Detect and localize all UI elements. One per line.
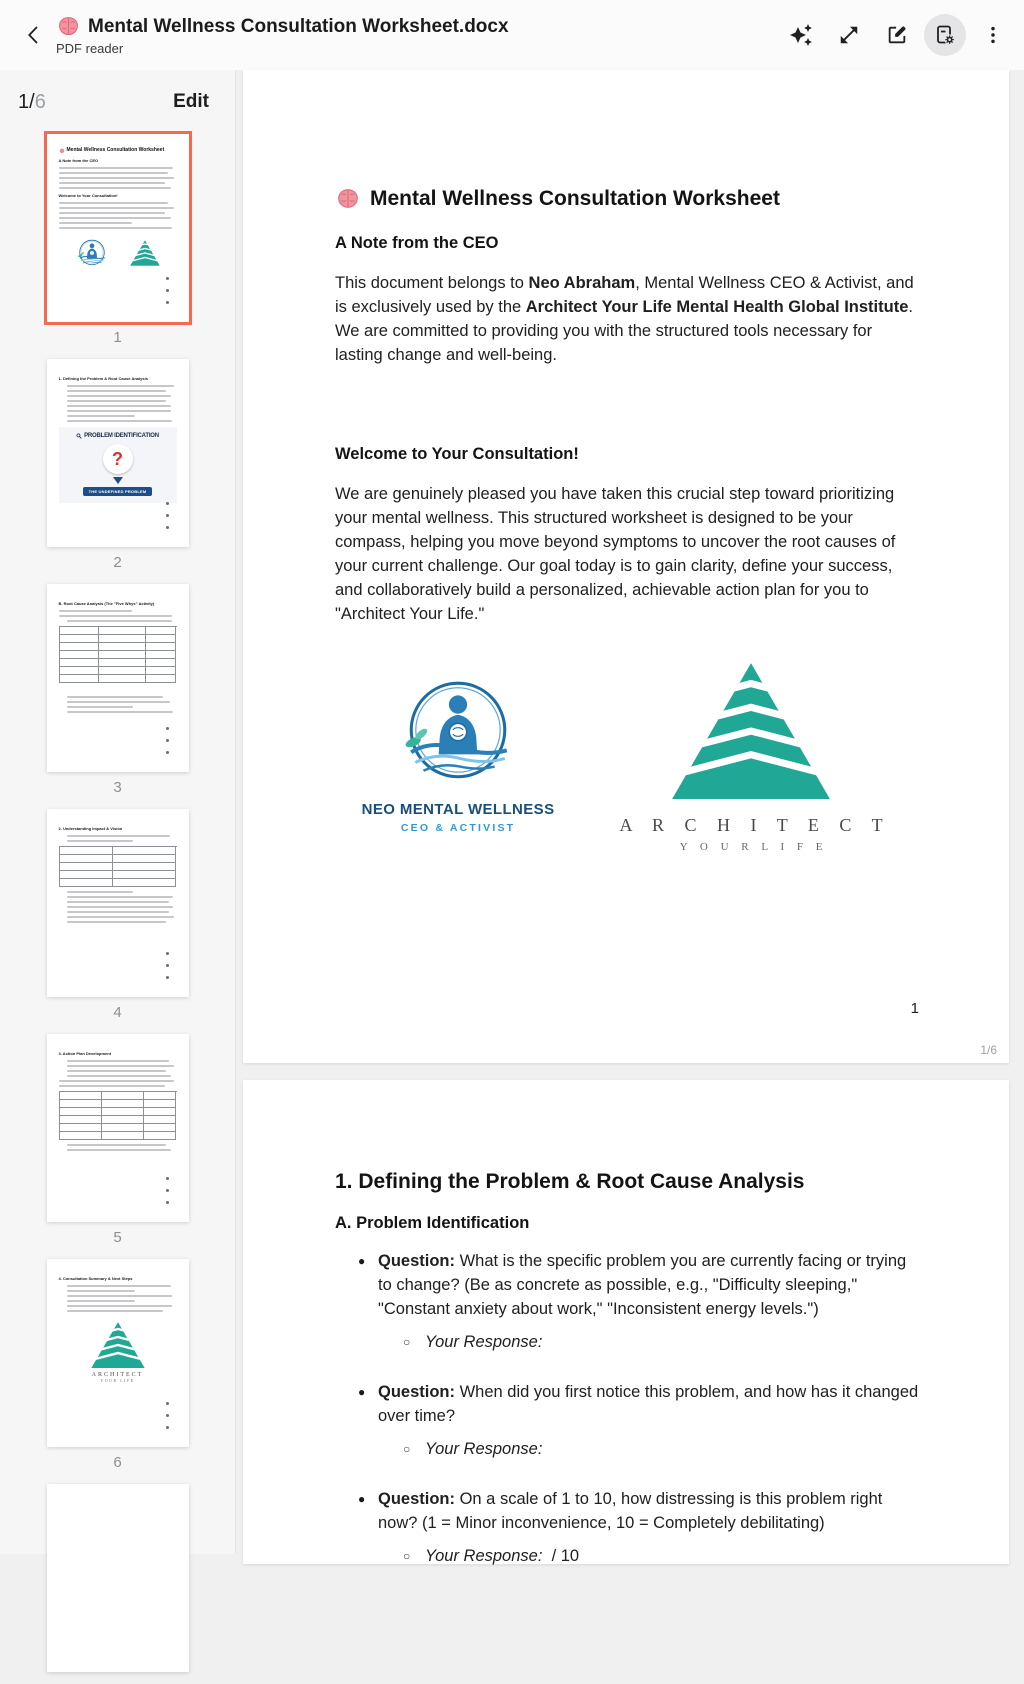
question-text: When did you first notice this problem, and how has it changed over time? (378, 1383, 919, 1425)
mini-title: 3. Action Plan Development (58, 1051, 112, 1056)
text-line (67, 410, 172, 412)
thumbnail-menu-button[interactable] (166, 502, 169, 529)
mini-table-cell (146, 627, 176, 635)
page-thumbnail-6[interactable] (47, 1259, 189, 1447)
text-line (59, 1085, 165, 1087)
mini-text-lines (59, 891, 177, 903)
document-viewer[interactable] (236, 70, 1024, 1565)
mini-logos (59, 237, 177, 269)
brain-emoji-icon (335, 186, 361, 212)
text-line (67, 1065, 175, 1067)
sub-bullet-marker: ○ (403, 1442, 411, 1456)
mini-table-cell (60, 651, 100, 659)
question-item-1 (335, 1249, 921, 1354)
mini-table-cell (60, 635, 100, 643)
app-subtitle: PDF reader (56, 41, 124, 56)
brain-emoji-icon (56, 14, 81, 39)
mini-text-lines (59, 202, 177, 229)
fullscreen-button[interactable] (828, 14, 870, 56)
response-label: Your Response: (425, 1440, 543, 1458)
mini-arch-name: ARCHITECT (91, 1372, 144, 1378)
mini-table-cell (144, 1124, 177, 1132)
text-line (59, 202, 169, 204)
mini-table-cell (144, 1108, 177, 1116)
kebab-menu-icon (982, 24, 1004, 46)
response-label: Your Response: (425, 1333, 543, 1351)
thumbnail-wrap-2 (47, 359, 189, 572)
document-titlebox (56, 14, 780, 56)
response-item (378, 1437, 921, 1461)
thumbnail-wrap-3 (47, 584, 189, 797)
edit-pages-button[interactable]: Edit (173, 91, 209, 112)
mini-table-cell (99, 675, 146, 683)
mini-neo-logo-icon (76, 237, 108, 269)
mini-table-cell (60, 847, 114, 855)
question-label: Question: (378, 1383, 455, 1401)
chevron-left-icon (22, 23, 46, 47)
note-paragraph: This document belongs to Neo Abraham, Mental Wellness CEO & Activist, and is exclusively used by the Architect Your Life Mental Health Global Institute. We are committed to providing you with the structured tools necessary for lasting change and well-being. (335, 274, 914, 364)
text-line (67, 1075, 172, 1077)
text-line (67, 1144, 166, 1146)
mini-text-lines (59, 906, 177, 923)
mini-text-lines (59, 610, 177, 617)
mini-text-lines (59, 1300, 177, 1312)
bullet-marker: ● (358, 1385, 366, 1399)
text-line (67, 701, 170, 703)
mini-table-cell (102, 1100, 144, 1108)
mini-title: Mental Wellness Consultation Worksheet (66, 147, 165, 153)
thumbnail-sidebar (0, 70, 236, 1554)
bullet-marker: ● (358, 1492, 366, 1506)
mini-text-lines (59, 1144, 177, 1151)
response-item (378, 1330, 921, 1354)
pyramid-logo-icon (672, 663, 830, 799)
document-page-2 (243, 1080, 1009, 1564)
topbar (0, 0, 1024, 70)
document-settings-button[interactable] (924, 14, 966, 56)
welcome-heading: Welcome to Your Consultation! (335, 445, 579, 463)
mini-table-cell (144, 1100, 177, 1108)
mini-arch-tagline: YOUR LIFE (100, 1378, 135, 1383)
thumbnail-wrap-partial (47, 1484, 189, 1672)
text-line (59, 217, 171, 219)
mini-title: 4. Consultation Summary & Next Steps (58, 1276, 133, 1281)
text-line (67, 911, 169, 913)
mini-text-lines (59, 1285, 177, 1297)
mini-table-cell (146, 675, 176, 683)
edit-square-icon (886, 24, 908, 46)
text-line (67, 395, 172, 397)
mini-table-cell (60, 659, 100, 667)
mini-table-cell (99, 651, 146, 659)
text-line (67, 916, 175, 918)
mini-table-cell (60, 1116, 102, 1124)
architect-logo-name: A R C H I T E C T (619, 815, 891, 835)
mini-table (59, 626, 177, 683)
text-line (67, 901, 169, 903)
mini-table-cell (144, 1132, 177, 1140)
mini-table-cell (99, 627, 146, 635)
mini-text-lines (59, 620, 177, 622)
text-line (59, 187, 171, 189)
thumbnail-number: 1 (113, 329, 122, 346)
question-text: What is the specific problem you are currently facing or trying to change? (Be as concrete as possible, e.g., "Difficulty sleeping," "Constant anxiety about work," "Inconsistent energy levels.") (378, 1252, 907, 1318)
neo-logo-tagline: CEO & ACTIVIST (400, 822, 516, 834)
thumbnail-number: 5 (113, 1229, 122, 1246)
mini-table-cell (146, 643, 176, 651)
page-thumbnail-3[interactable] (47, 584, 189, 772)
text-line (67, 1060, 169, 1062)
mini-table-cell (99, 643, 146, 651)
thumbnail-wrap-5 (47, 1034, 189, 1247)
question-label: Question: (378, 1490, 455, 1508)
text-line (59, 1080, 175, 1082)
architect-logo-tagline: Y O U R L I F E (679, 841, 828, 853)
ai-sparkle-icon (789, 23, 813, 47)
page-indicator (18, 91, 46, 114)
mini-table-cell (113, 863, 176, 871)
welcome-paragraph: We are genuinely pleased you have taken this crucial step toward prioritizing your mental wellness. This structured worksheet is designed to be your compass, helping you move beyond symptoms to uncover the root causes of your current challenge. Our goal today is to gain clarity, define your success, and collaboratively build a personalized, achievable action plan for you to "Architect Your Life." (335, 485, 896, 623)
mini-heading: Welcome to Your Consultation! (58, 193, 118, 198)
bullet-marker: ● (358, 1254, 366, 1268)
thumbnail-wrap-6 (47, 1259, 189, 1472)
text-line (59, 212, 165, 214)
text-line (59, 615, 172, 617)
thumbnail-list (0, 134, 235, 1684)
note-heading: A Note from the CEO (335, 234, 499, 252)
thumbnail-menu-button[interactable] (166, 1177, 169, 1204)
text-line (67, 1300, 135, 1302)
neo-wellness-logo (335, 663, 581, 834)
mini-table-cell (60, 855, 114, 863)
neo-logo-name: NEO MENTAL WELLNESS (361, 801, 555, 818)
thumbnail-number: 3 (113, 779, 122, 796)
text-line (67, 415, 135, 417)
page-thumbnail-5[interactable] (47, 1034, 189, 1222)
sidebar-header (0, 70, 235, 134)
text-line (67, 711, 174, 713)
mini-table-cell (99, 667, 146, 675)
mini-text-lines (59, 410, 177, 422)
text-line (67, 385, 175, 387)
page-thumbnail-1[interactable] (47, 134, 189, 322)
mini-banner: THE UNDEFINED PROBLEM (83, 487, 153, 496)
page-indicator-current: 1/ (18, 90, 35, 113)
text-line (59, 222, 132, 224)
text-line (67, 390, 166, 392)
mini-heading (59, 687, 177, 693)
mini-pyramid-logo-icon (130, 240, 160, 266)
mini-table-cell (102, 1124, 144, 1132)
response-item (378, 1544, 921, 1568)
section-heading: 1. Defining the Problem & Root Cause Analysis (335, 1170, 805, 1193)
mini-table-cell (99, 659, 146, 667)
mini-table-cell (60, 1108, 102, 1116)
thumbnail-number: 2 (113, 554, 122, 571)
mini-table-cell (60, 627, 100, 635)
mini-pyramid-logo-icon (91, 1322, 145, 1368)
mini-table-cell (60, 871, 114, 879)
mini-magnifier-icon (76, 433, 82, 439)
mini-table (59, 1091, 177, 1140)
text-line (67, 1310, 164, 1312)
mini-title: 1. Defining the Problem & Root Cause Analysis (58, 376, 148, 381)
sub-bullet-marker: ○ (403, 1335, 411, 1349)
mini-table-cell (60, 643, 100, 651)
mini-title: B. Root Cause Analysis (The "Five Whys" Activity) (58, 601, 155, 606)
page-thumbnail-partial[interactable] (47, 1484, 189, 1672)
mini-title: 2. Understanding Impact & Vision (58, 826, 123, 831)
thumbnail-menu-button[interactable] (166, 952, 169, 979)
text-line (67, 891, 133, 893)
doc-main-title (335, 186, 921, 212)
text-line (67, 1290, 135, 1292)
mini-table-cell (146, 651, 176, 659)
text-line (67, 896, 174, 898)
mini-table-cell (102, 1132, 144, 1140)
mini-text-lines (59, 167, 177, 189)
architect-logo (581, 663, 921, 853)
neo-logo-icon (397, 671, 519, 793)
mini-table-cell (60, 879, 114, 887)
thumbnail-number: 6 (113, 1454, 122, 1471)
mini-table-cell (113, 879, 176, 887)
mini-text-lines (59, 696, 177, 713)
mini-table-cell (113, 855, 176, 863)
text-line (67, 1305, 173, 1307)
page-thumbnail-4[interactable] (47, 809, 189, 997)
page-indicator-total: 6 (34, 90, 46, 113)
page-thumbnail-2[interactable] (47, 359, 189, 547)
mini-table-cell (99, 635, 146, 643)
text-line (59, 207, 175, 209)
document-title: Mental Wellness Consultation Worksheet.docx (88, 15, 509, 37)
mini-text-lines (59, 400, 177, 407)
mini-table-cell (146, 667, 176, 675)
text-line (59, 182, 165, 184)
text-line (67, 835, 170, 837)
mini-graphic-heading: PROBLEM IDENTIFICATION (84, 433, 159, 439)
document-page-1 (243, 70, 1009, 1063)
open-in-full-icon (838, 24, 860, 46)
question-text: On a scale of 1 to 10, how distressing is this problem right now? (1 = Minor inconvenience, 10 = Completely debilitating) (378, 1490, 883, 1532)
thumbnail-menu-button[interactable] (166, 277, 169, 304)
mini-table-cell (60, 863, 114, 871)
mini-table-cell (60, 1092, 102, 1100)
mini-table-cell (60, 1100, 102, 1108)
text-line (59, 172, 169, 174)
mini-brain-icon (59, 148, 65, 154)
document-gear-icon (933, 23, 957, 47)
text-line (67, 1285, 172, 1287)
subsection-heading: A. Problem Identification (335, 1214, 530, 1232)
mini-table-cell (60, 667, 100, 675)
text-line (67, 1149, 172, 1151)
doc-page-number: 1 (910, 1000, 919, 1017)
thumbnail-menu-button[interactable] (166, 1402, 169, 1429)
mini-table (59, 846, 177, 887)
question-label: Question: (378, 1252, 455, 1270)
response-label: Your Response: (425, 1547, 543, 1565)
thumbnail-wrap-4 (47, 809, 189, 1022)
text-line (67, 405, 172, 407)
question-item-2 (335, 1380, 921, 1461)
mini-table-cell (144, 1092, 177, 1100)
text-line (67, 706, 133, 708)
ai-sparkle-button[interactable] (780, 14, 822, 56)
mini-table-cell (146, 659, 176, 667)
mini-down-arrow-icon (113, 477, 123, 484)
thumbnail-wrap-1 (47, 134, 189, 347)
text-line (59, 167, 173, 169)
text-line (59, 227, 172, 229)
text-line (59, 177, 175, 179)
mini-text-lines (59, 1080, 177, 1087)
response-suffix: / 10 (542, 1547, 580, 1565)
sub-bullet-marker: ○ (403, 1549, 411, 1563)
text-line (67, 1070, 166, 1072)
mini-problem-graphic (59, 427, 177, 503)
more-options-button[interactable] (972, 14, 1014, 56)
question-item-3 (335, 1487, 921, 1568)
mini-text-lines (59, 1060, 177, 1077)
topbar-actions (780, 14, 1014, 56)
mini-table-cell (102, 1116, 144, 1124)
text-line (67, 696, 164, 698)
text-line (67, 620, 173, 622)
mini-table-cell (146, 635, 176, 643)
text-line (67, 1295, 173, 1297)
mini-table-cell (113, 847, 176, 855)
logos-row (335, 663, 921, 853)
mini-text-lines (59, 835, 177, 842)
text-line (67, 840, 133, 842)
doc-main-title-text: Mental Wellness Consultation Worksheet (370, 187, 780, 210)
edit-document-button[interactable] (876, 14, 918, 56)
mini-table-cell (102, 1092, 144, 1100)
mini-arch-logo (59, 1322, 177, 1383)
mini-table-cell (60, 1132, 102, 1140)
viewer-page-indicator: 1/6 (980, 1043, 997, 1057)
text-line (67, 921, 166, 923)
mini-table-cell (60, 675, 100, 683)
mini-table-cell (113, 871, 176, 879)
mini-text-lines (59, 385, 177, 397)
text-line (67, 400, 166, 402)
text-line (59, 610, 132, 612)
text-line (67, 420, 173, 422)
mini-table-cell (60, 1124, 102, 1132)
back-button[interactable] (16, 15, 52, 55)
mini-table-cell (144, 1116, 177, 1124)
thumbnail-number: 4 (113, 1004, 122, 1021)
mini-table-cell (102, 1108, 144, 1116)
mini-question-circle: ? (103, 444, 133, 474)
thumbnail-menu-button[interactable] (166, 727, 169, 754)
text-line (67, 906, 174, 908)
mini-heading: A Note from the CEO (58, 158, 99, 163)
